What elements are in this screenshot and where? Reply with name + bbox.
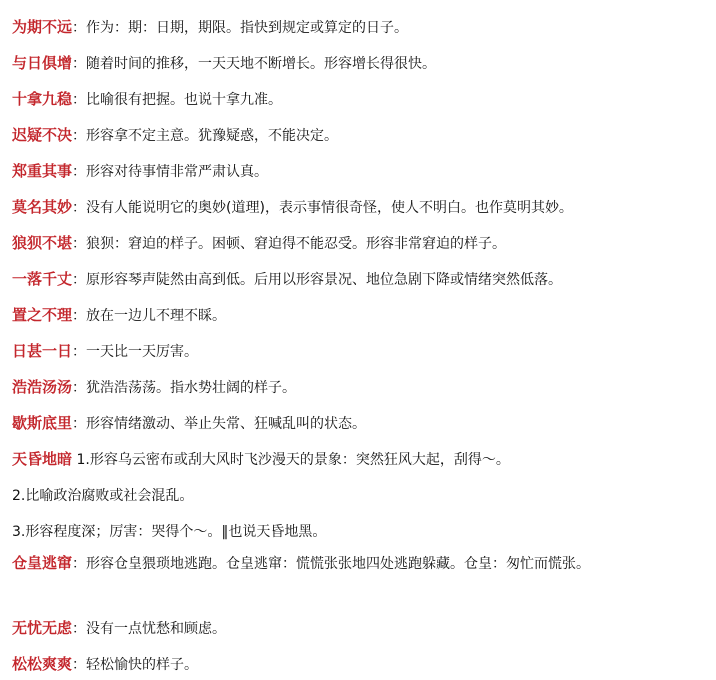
entry-separator: ： — [72, 128, 87, 144]
entry-definition: 狼狈：窘迫的样子。困顿、窘迫得不能忍受。形容非常窘迫的样子。 — [86, 236, 507, 252]
glossary-entry — [12, 53, 704, 74]
entry-term: 莫名其妙 — [12, 198, 73, 216]
entry-term: 置之不理 — [12, 306, 73, 324]
entry-definition: 1.形容乌云密布或刮大风时飞沙漫天的景象：突然狂风大起，刮得～。 — [76, 452, 510, 468]
entry-separator: ： — [72, 416, 87, 432]
entry-definition: 没有人能说明它的奥妙(道理)，表示事情很奇怪，使人不明白。也作莫明其妙。 — [86, 200, 573, 216]
entry-definition: 形容对待事情非常严肃认真。 — [86, 164, 269, 180]
entry-term: 为期不远 — [12, 18, 73, 36]
entry-definition: 犹浩浩荡荡。指水势壮阔的样子。 — [86, 380, 297, 396]
glossary-entry — [12, 125, 704, 146]
entry-separator: ： — [72, 380, 87, 396]
glossary-entry — [12, 449, 704, 470]
entry-separator: ： — [72, 657, 87, 673]
entry-term: 松松爽爽 — [12, 655, 73, 673]
entry-definition: 轻松愉快的样子。 — [86, 657, 199, 673]
entry-term: 一落千丈 — [12, 270, 73, 288]
entry-term: 十拿九稳 — [12, 90, 73, 108]
entry-separator: ： — [72, 92, 87, 108]
entry-separator: ： — [72, 556, 87, 572]
entry-definition: 形容情绪激动、举止失常、狂喊乱叫的状态。 — [86, 416, 367, 432]
entry-separator: ： — [72, 621, 87, 637]
glossary-entry — [12, 341, 704, 362]
glossary-entry — [12, 550, 704, 577]
entry-definition: 随着时间的推移，一天天地不断增长。形容增长得很快。 — [86, 56, 437, 72]
glossary-entry-continuation — [12, 521, 704, 542]
glossary-entry — [12, 377, 704, 398]
entry-definition: 比喻很有把握。也说十拿九准。 — [86, 92, 283, 108]
entry-separator: ： — [72, 56, 87, 72]
entry-term: 迟疑不决 — [12, 126, 73, 144]
glossary-entry — [12, 305, 704, 326]
entry-definition: 作为：期：日期，期限。指快到规定或算定的日子。 — [86, 20, 409, 36]
glossary-entry — [12, 413, 704, 434]
glossary-entry — [12, 269, 704, 290]
glossary-entry — [12, 17, 704, 38]
entry-term: 无忧无虑 — [12, 619, 73, 637]
entry-definition: 原形容琴声陡然由高到低。后用以形容景况、地位急剧下降或情绪突然低落。 — [86, 272, 563, 288]
entry-term: 天昏地暗 — [12, 450, 73, 468]
glossary-entry-continuation — [12, 485, 704, 506]
entry-separator: ： — [72, 236, 87, 252]
entry-definition: 放在一边儿不理不睬。 — [86, 308, 227, 324]
glossary-entry — [12, 89, 704, 110]
entry-term: 浩浩汤汤 — [12, 378, 73, 396]
entry-separator: ： — [72, 20, 87, 36]
entry-term: 日甚一日 — [12, 342, 73, 360]
entry-definition: 形容仓皇猥琐地逃跑。仓皇逃窜：慌慌张张地四处逃跑躲藏。仓皇：匆忙而慌张。 — [86, 556, 591, 572]
entry-definition: 3.形容程度深；厉害：哭得个～。‖也说天昏地黑。 — [12, 524, 327, 540]
entry-definition: 一天比一天厉害。 — [86, 344, 199, 360]
entry-separator: ： — [72, 308, 87, 324]
entry-term: 歇斯底里 — [12, 414, 73, 432]
entry-definition: 没有一点忧愁和顾虑。 — [86, 621, 227, 637]
entry-term: 与日俱增 — [12, 54, 73, 72]
entry-term: 狼狈不堪 — [12, 234, 73, 252]
glossary-entry — [12, 161, 704, 182]
glossary-entry — [12, 618, 704, 639]
entry-separator: ： — [72, 344, 87, 360]
glossary-entry — [12, 233, 704, 254]
glossary-entry — [12, 197, 704, 218]
entry-separator: ： — [72, 272, 87, 288]
entry-term: 郑重其事 — [12, 162, 73, 180]
entry-separator: ： — [72, 200, 87, 216]
entry-definition: 2.比喻政治腐败或社会混乱。 — [12, 488, 194, 504]
glossary-entry — [12, 654, 704, 675]
entry-definition: 形容拿不定主意。犹豫疑惑，不能决定。 — [86, 128, 339, 144]
entry-separator: ： — [72, 164, 87, 180]
entry-term: 仓皇逃窜 — [12, 554, 73, 572]
